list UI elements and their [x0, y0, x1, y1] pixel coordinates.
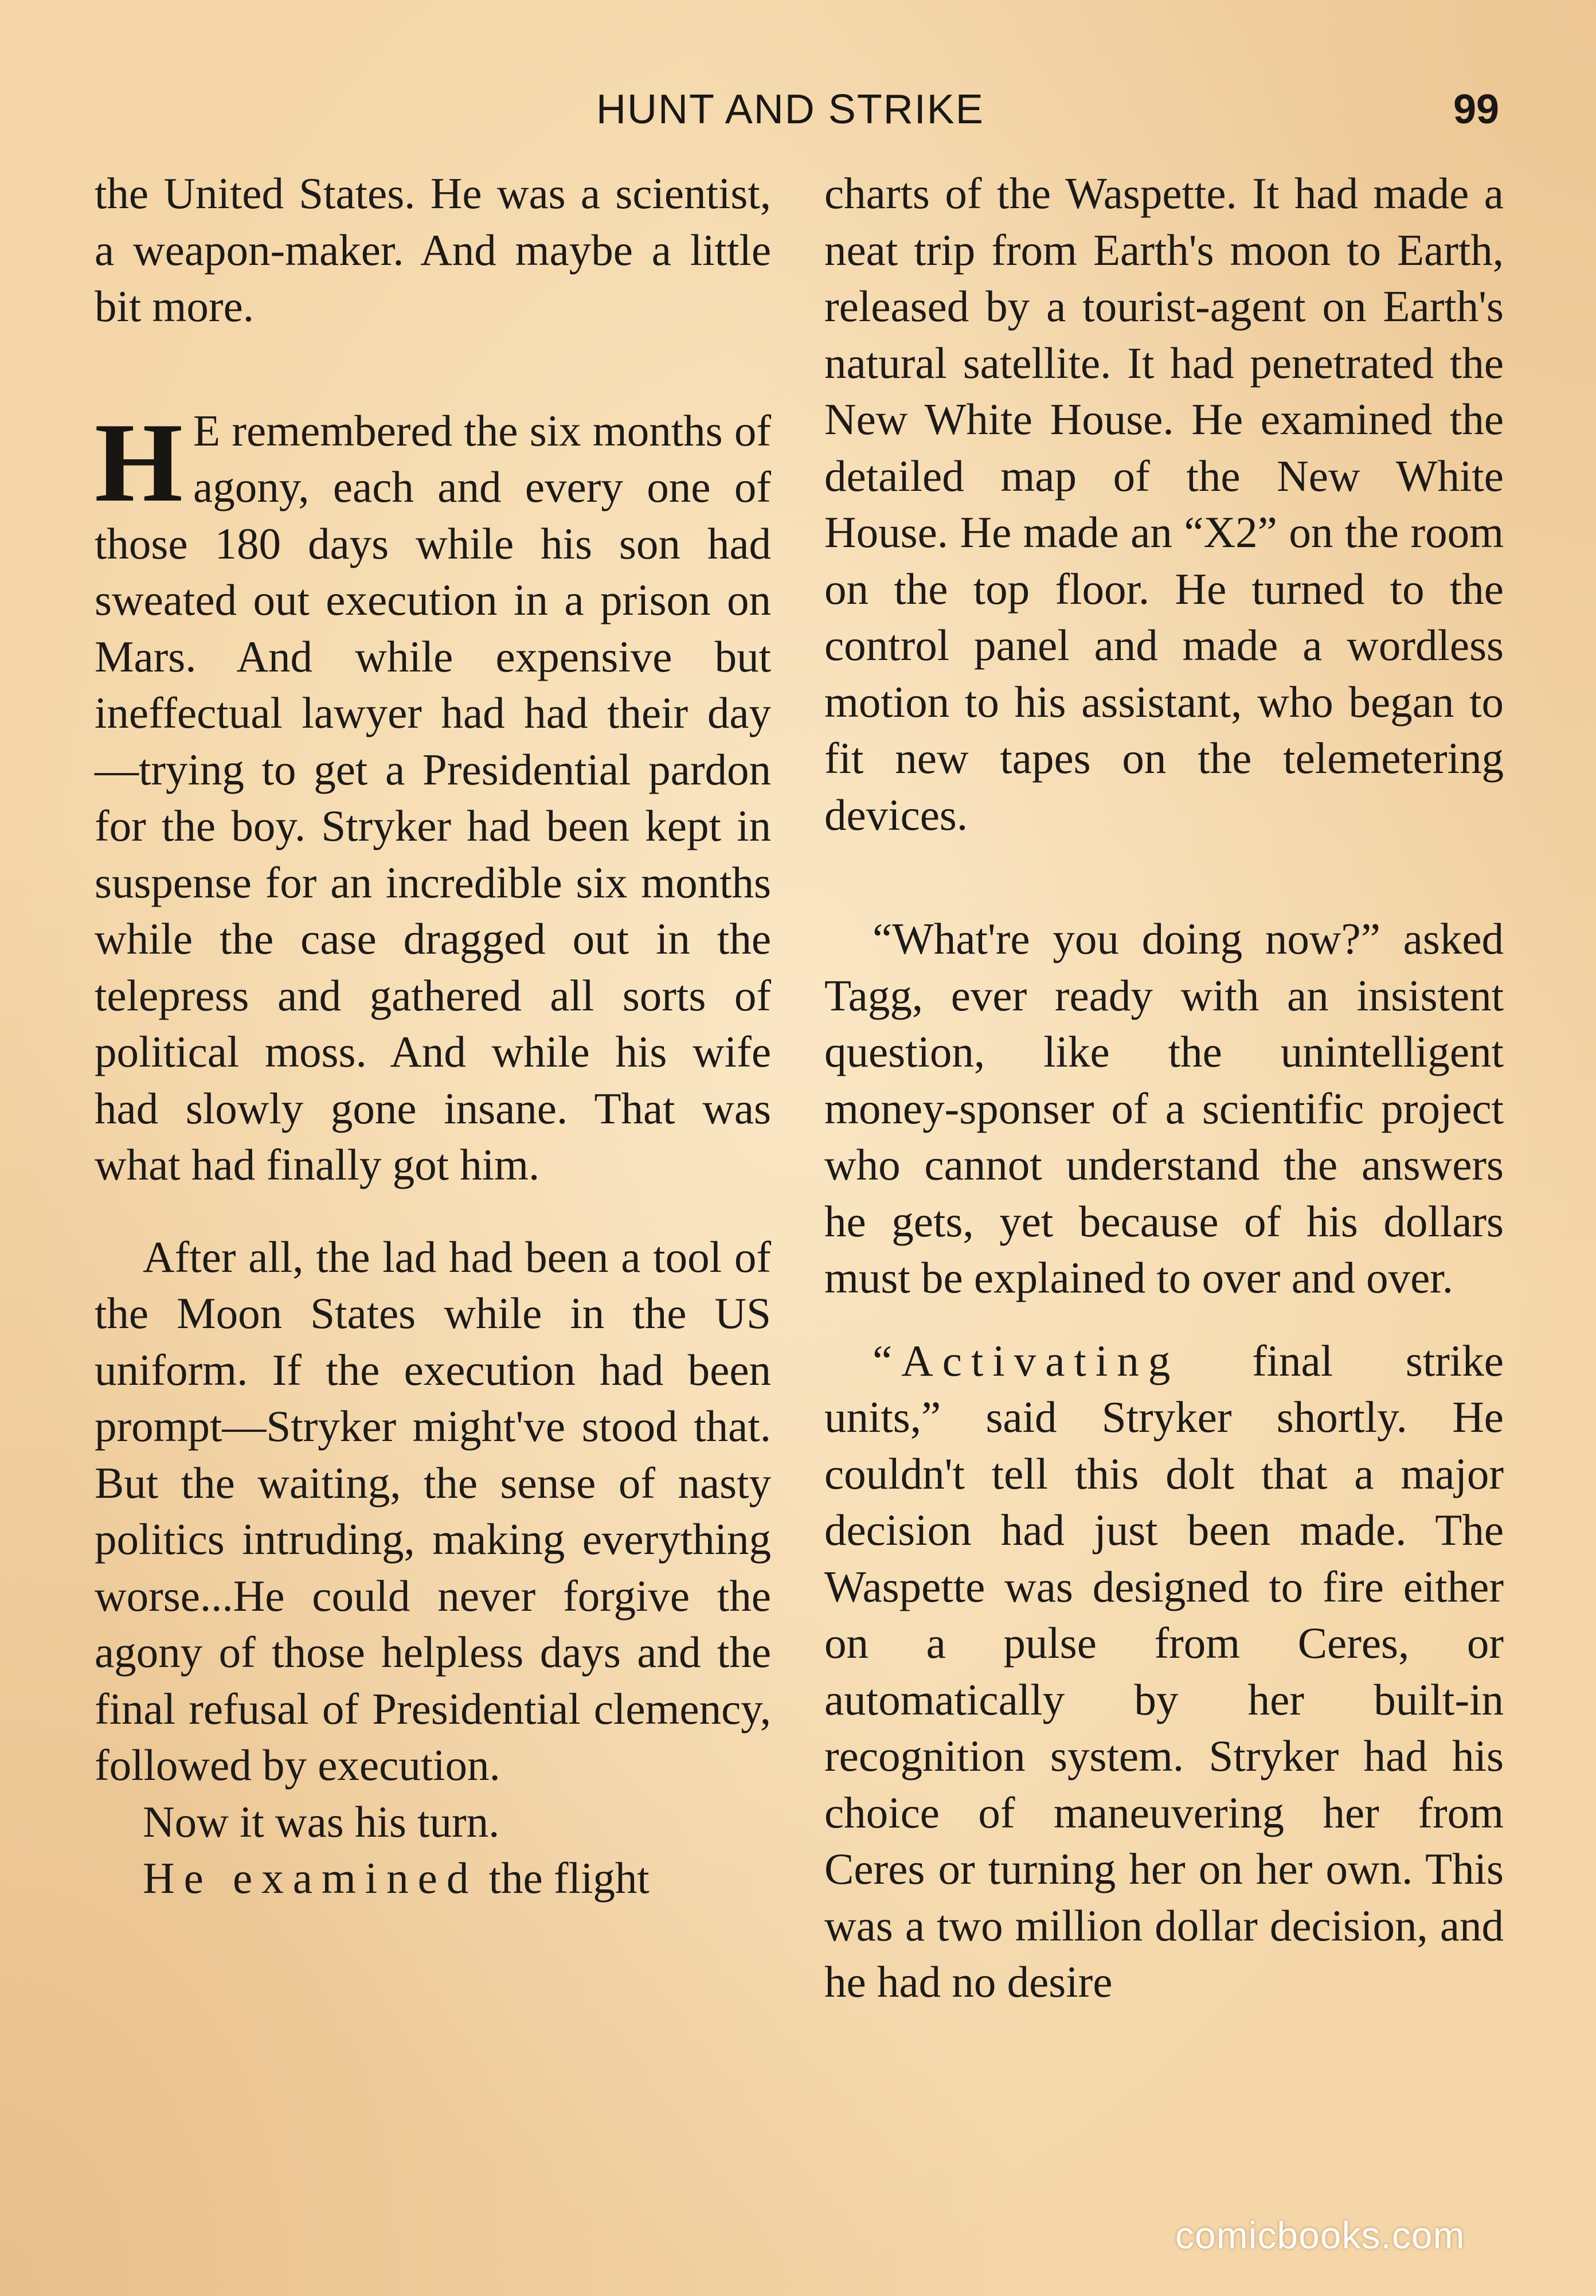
paragraph: charts of the Waspette. It had made a neat trip from Earth's moon to Earth, released by a tourist-agent on Earth's natural satellite. It had penetrated the New White House. He examined the detailed map of the New White House. He made an “X2” on the room on the top floor. He turned to the control panel and made a wordless motion to his assistant, who began to fit new tapes on the telemetering devices.: [824, 169, 1504, 839]
right-column: [824, 165, 1504, 2010]
paragraph: Now it was his turn.: [143, 1797, 500, 1846]
paragraph-text: the flight: [488, 1853, 650, 1903]
paragraph-text: final strike units,” said Stryker shortly. He couldn't tell this dolt that a major decision had just been made. The Waspette was designed to fire either on a pulse from Ceres, or automatically by her built-in recognition system. Stryker had his choice of maneuvering her from Ceres or turning her on her own. This was a two million dollar decision, and he had no desire: [824, 1336, 1504, 2006]
left-column: [95, 165, 771, 1907]
paragraph: the United States. He was a scientist, a weapon-maker. And maybe a little bit more.: [95, 169, 771, 331]
spaced-text: He examined: [143, 1853, 478, 1903]
paragraph: [824, 1333, 1504, 2010]
page-header: [0, 86, 1596, 143]
drop-cap: H: [95, 399, 183, 525]
paragraph-text: E remembered the six months of agony, each and every one of those 180 days while his son had sweated out execution in a prison on Mars. And while expensive but ineffectual lawyer had had their day—trying to get a Presidential pardon for the boy. Stryker had been kept in suspense for an incredible six months while the case dragged out in the telepress and gathered all sorts of political moss. And while his wife had slowly gone insane. That was what had finally got him.: [95, 405, 771, 1189]
page-number: 99: [1453, 87, 1500, 132]
paragraph: “What're you doing now?” asked Tagg, ever ready with an insistent question, like the unintelligent money-sponser of a scientific project who cannot understand the answers he gets, yet because of his dollars must be explained to over and over.: [824, 914, 1504, 1302]
paragraph: [95, 1850, 771, 1907]
paragraph-dropcap: [95, 399, 771, 1193]
running-head: HUNT AND STRIKE: [596, 87, 984, 132]
spaced-text: “Activating: [873, 1336, 1180, 1385]
paragraph: After all, the lad had been a tool of the Moon States while in the US uniform. If the execution had been prompt—Stryker might've stood that. But the waiting, the sense of nasty politics intruding, making everything worse...He could never forgive the agony of those helpless days and the final refusal of Presidential clemency, followed by execution.: [95, 1232, 771, 1790]
watermark: comicbooks.com: [1175, 2214, 1465, 2256]
